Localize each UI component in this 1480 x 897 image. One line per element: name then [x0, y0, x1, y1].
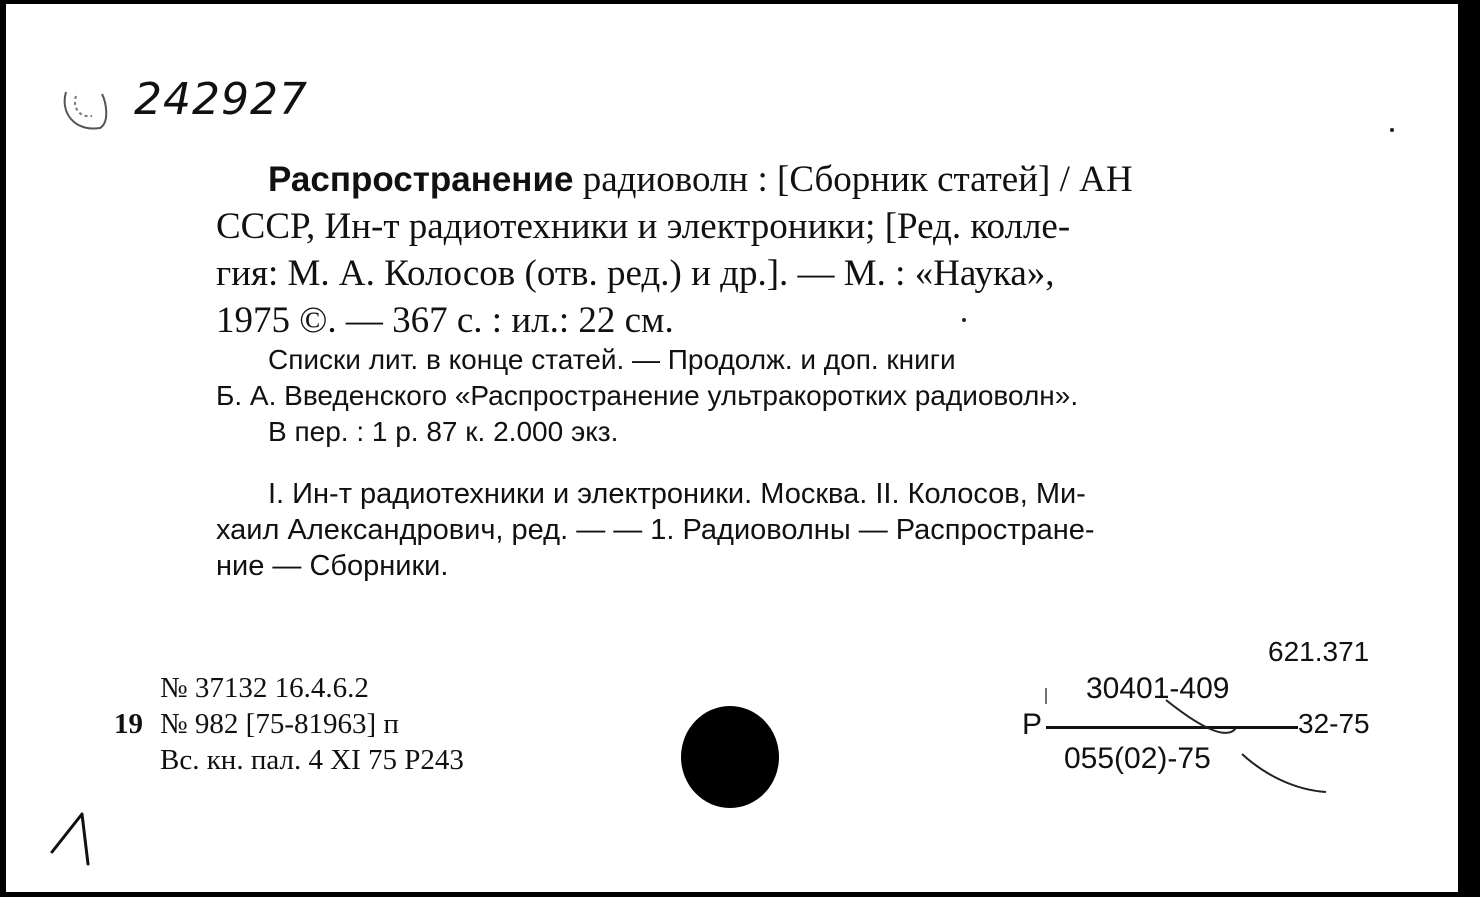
speck [1390, 128, 1394, 132]
notes-line-1: Списки лит. в конце статей. — Продолж. и доп. книги [268, 344, 956, 375]
price-code-letter: Р [1022, 708, 1043, 741]
registration-line-2: 19 № 982 [75-81963] п [114, 708, 399, 740]
bibliographic-entry [216, 156, 1386, 344]
tracing-line-1: I. Ин-т радиотехники и электроники. Москва. II. Колосов, Ми- [268, 478, 1086, 510]
stamp-mark-icon [56, 82, 112, 142]
catalog-card [6, 4, 1466, 892]
price-code-bottom: 055(02)-75 [1064, 742, 1211, 775]
udc-code: 621.371 [1268, 636, 1370, 667]
tracing-line-2: хаил Александрович, ред. — — 1. Радиоволны — Распростране- [216, 514, 1095, 546]
price-code-right: 32-75 [1298, 708, 1370, 739]
tracing-line-3: ние — Сборники. [216, 550, 449, 582]
registration-line-3: Вс. кн. пал. 4 XI 75 Р243 [160, 744, 464, 776]
entry-line-4: 1975 ©. — 367 с. : ил.: 22 см. [216, 300, 674, 341]
speck [962, 318, 966, 322]
entry-line-2: СССР, Ин-т радиотехники и электроники; [Ред. колле- [216, 206, 1071, 247]
entry-line-1-rest: радиоволн : [Сборник статей] / АН [582, 159, 1133, 200]
registration-info [114, 670, 464, 778]
handwritten-mark-icon [46, 804, 106, 874]
entry-notes [216, 342, 1386, 450]
price-slash-mark [1006, 684, 1336, 804]
inventory-number: 242927 [134, 74, 308, 125]
entry-line-3: гия: М. А. Колосов (отв. ред.) и др.]. — М. : «Наука», [216, 253, 1055, 294]
entry-title: Распространение [268, 160, 574, 199]
notes-line-2: Б. А. Введенского «Распространение ультракоротких радиоволн». [216, 380, 1079, 411]
tracing-block [216, 476, 1386, 584]
notes-line-3: В пер. : 1 р. 87 к. 2.000 экз. [268, 416, 619, 447]
price-code-top: 30401-409 [1086, 672, 1230, 705]
punch-hole [681, 706, 779, 808]
registration-lead-number: 19 [114, 708, 143, 740]
entry-line-1 [216, 156, 1386, 203]
registration-line-1: № 37132 16.4.6.2 [160, 672, 369, 704]
